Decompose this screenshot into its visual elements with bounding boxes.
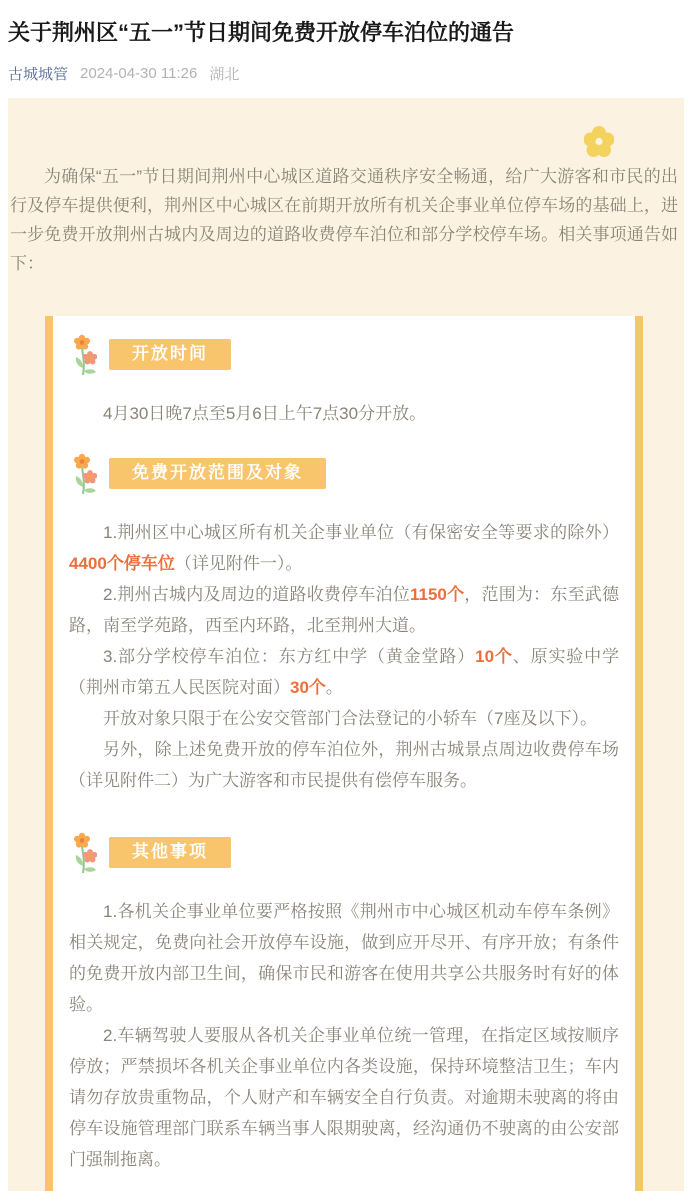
section-header-scope xyxy=(73,453,619,495)
page-title: 关于荆州区“五一”节日期间免费开放停车泊位的通告 xyxy=(8,20,515,45)
section-header-other xyxy=(73,832,619,874)
section-header-open-time xyxy=(73,334,619,376)
yellow-flower-icon xyxy=(584,125,614,159)
highlight-10: 10个 xyxy=(475,646,513,666)
paragraph-scope-3: 3.部分学校停车泊位：东方红中学（黄金堂路）10个、原实验中学（荆州市第五人民医院对面）30个。 xyxy=(69,646,620,697)
paragraph-other-1: 1.各机关企事业单位要严格按照《荆州市中心城区机动车停车条例》相关规定，免费向社会开放停车设施，做到应开尽开、有序开放；有条件的免费开放内部卫生间，确保市民和游客在使用共享公共服务时有好的体验。 xyxy=(69,901,619,1014)
article-meta xyxy=(8,63,684,84)
author-link[interactable]: 古城城管 xyxy=(8,65,69,83)
publish-time: 2024-04-30 11:26 xyxy=(80,64,198,82)
highlight-30: 30个 xyxy=(290,677,326,697)
paragraph-scope-1: 1.荆州区中心城区所有机关企事业单位（有保密安全等要求的除外）4400个停车位（详见附件一）。 xyxy=(69,522,619,573)
paragraph-open-time: 4月30日晚7点至5月6日上午7点30分开放。 xyxy=(103,403,427,423)
flower-branch-icon xyxy=(73,832,97,874)
paragraph-scope-2: 2.荆州古城内及周边的道路收费停车泊位1150个，范围为：东至武德路，南至学苑路，西至内环路，北至荆州大道。 xyxy=(69,584,619,635)
paragraph-scope-5: 另外，除上述免费开放的停车泊位外，荆州古城景点周边收费停车场（详见附件二）为广大游客和市民提供有偿停车服务。 xyxy=(69,739,619,790)
section-badge-other: 其他事项 xyxy=(109,837,231,868)
highlight-1150: 1150个 xyxy=(409,584,465,604)
content-card xyxy=(45,316,643,1191)
flower-branch-icon xyxy=(73,453,97,495)
notice-body xyxy=(8,98,684,1191)
paragraph-scope-4: 开放对象只限于在公安交管部门合法登记的小轿车（7座及以下）。 xyxy=(103,708,597,728)
publish-location: 湖北 xyxy=(209,65,240,83)
section-badge-scope: 免费开放范围及对象 xyxy=(109,458,326,489)
highlight-4400: 4400个停车位 xyxy=(69,553,175,573)
flower-branch-icon xyxy=(73,334,97,376)
section-badge-open-time: 开放时间 xyxy=(109,339,231,370)
intro-paragraph: 为确保“五一”节日期间荆州中心城区道路交通秩序安全畅通，给广大游客和市民的出行及停车提供便利，荆州区中心城区在前期开放所有机关企事业单位停车场的基础上，进一步免费开放荆州古城内及周边的道路收费停车泊位和部分学校停车场。相关事项通告如下： xyxy=(10,166,678,273)
paragraph-other-2: 2.车辆驾驶人要服从各机关企事业单位统一管理，在指定区域按顺序停放；严禁损坏各机关企事业单位内各类设施，保持环境整洁卫生；车内请勿存放贵重物品，个人财产和车辆安全自行负责。对逾期未驶离的将由停车设施管理部门联系车辆当事人限期驶离，经沟通仍不驶离的由公安部门强制拖离。 xyxy=(69,1025,619,1169)
